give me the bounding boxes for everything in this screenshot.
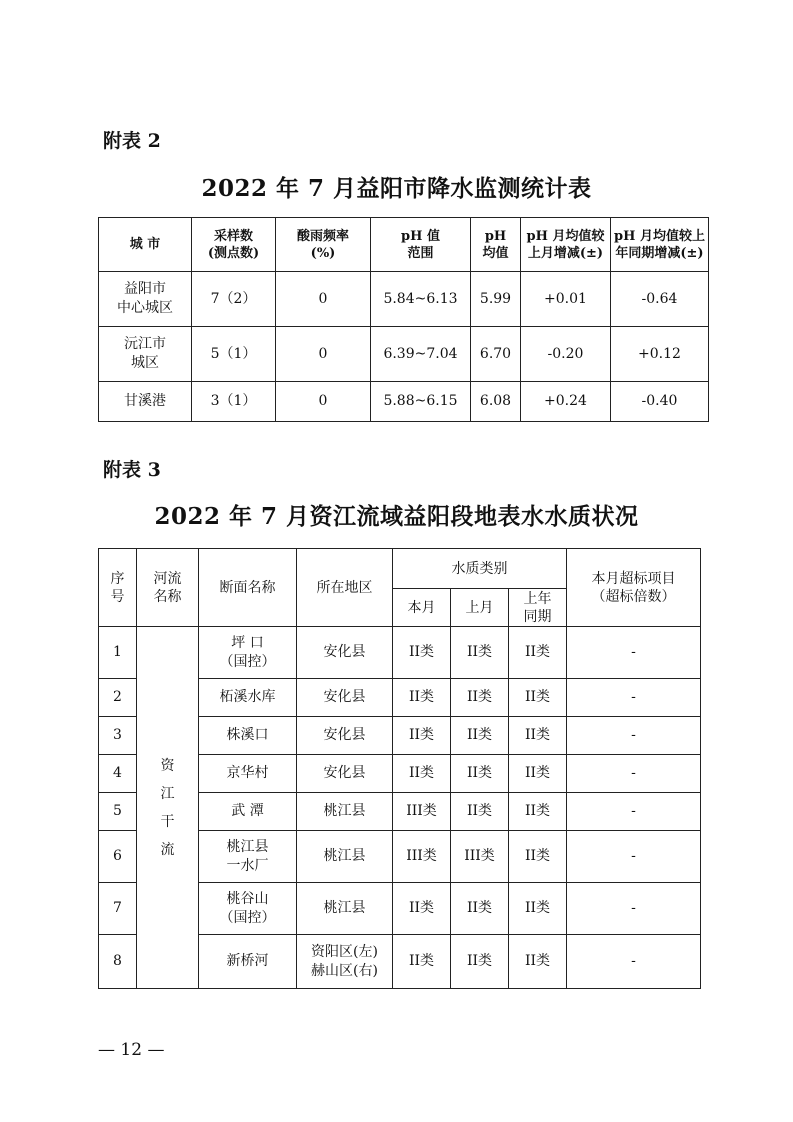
- cell-this-month: II类: [393, 627, 451, 679]
- t2-header-ph-mean: pH 均值: [471, 218, 521, 272]
- table3-title: 2022 年 7 月资江流域益阳段地表水水质状况: [154, 503, 639, 530]
- cell-region: 安化县: [297, 679, 393, 717]
- cell: 0: [276, 272, 371, 327]
- cell: 5（1）: [192, 327, 276, 382]
- cell-river-name: 资 江 干 流: [137, 627, 199, 989]
- t3-header-index: 序 号: [99, 549, 137, 627]
- cell-last-year: II类: [509, 831, 567, 883]
- water-quality-table: [98, 548, 701, 989]
- cell-region: 桃江县: [297, 793, 393, 831]
- t3-header-river: 河流 名称: [137, 549, 199, 627]
- cell: 6.08: [471, 382, 521, 422]
- table-row: [99, 382, 709, 422]
- cell-region: 安化县: [297, 627, 393, 679]
- cell: 3（1）: [192, 382, 276, 422]
- t2-header-ph-range: pH 值 范围: [371, 218, 471, 272]
- cell-exceed: -: [567, 679, 701, 717]
- table2-title: 2022 年 7 月益阳市降水监测统计表: [201, 175, 592, 202]
- table3-header-row: [99, 549, 701, 589]
- cell-exceed: -: [567, 935, 701, 989]
- cell: +0.12: [611, 327, 709, 382]
- t3-header-section: 断面名称: [199, 549, 297, 627]
- cell: +0.01: [521, 272, 611, 327]
- cell-this-month: II类: [393, 935, 451, 989]
- cell: 5.84~6.13: [371, 272, 471, 327]
- cell-region: 桃江县: [297, 831, 393, 883]
- cell-index: 8: [99, 935, 137, 989]
- cell-index: 1: [99, 627, 137, 679]
- cell-region: 桃江县: [297, 883, 393, 935]
- appendix-label-3: 附表 3: [103, 459, 161, 481]
- appendix-label-2: 附表 2: [103, 130, 161, 152]
- page-number: — 12 —: [98, 1040, 165, 1060]
- t3-header-region: 所在地区: [297, 549, 393, 627]
- cell-last-year: II类: [509, 755, 567, 793]
- table2-header-row: [99, 218, 709, 272]
- cell: 0: [276, 382, 371, 422]
- cell-section: 桃谷山 （国控）: [199, 883, 297, 935]
- cell-this-month: II类: [393, 883, 451, 935]
- cell-index: 3: [99, 717, 137, 755]
- cell: 5.88~6.15: [371, 382, 471, 422]
- cell-this-month: III类: [393, 793, 451, 831]
- cell: 益阳市 中心城区: [99, 272, 192, 327]
- t3-header-quality: 水质类别: [393, 549, 567, 589]
- cell-last-month: II类: [451, 883, 509, 935]
- cell: 5.99: [471, 272, 521, 327]
- cell-exceed: -: [567, 717, 701, 755]
- cell-exceed: -: [567, 831, 701, 883]
- cell-section: 京华村: [199, 755, 297, 793]
- cell-last-month: II类: [451, 717, 509, 755]
- cell-section: 桃江县 一水厂: [199, 831, 297, 883]
- t3-header-exceed: 本月超标项目 （超标倍数）: [567, 549, 701, 627]
- cell-section: 柘溪水库: [199, 679, 297, 717]
- cell-exceed: -: [567, 793, 701, 831]
- cell-this-month: III类: [393, 831, 451, 883]
- cell-index: 7: [99, 883, 137, 935]
- cell-last-year: II类: [509, 679, 567, 717]
- cell-exceed: -: [567, 627, 701, 679]
- cell: 沅江市 城区: [99, 327, 192, 382]
- t2-header-mom-change: pH 月均值较 上月增减(±): [521, 218, 611, 272]
- cell: -0.40: [611, 382, 709, 422]
- cell-section: 坪 口 （国控）: [199, 627, 297, 679]
- cell-section: 武 潭: [199, 793, 297, 831]
- cell-last-month: II类: [451, 679, 509, 717]
- cell: 0: [276, 327, 371, 382]
- cell-this-month: II类: [393, 717, 451, 755]
- cell-section: 新桥河: [199, 935, 297, 989]
- t2-header-acid-rain-freq: 酸雨频率 (%): [276, 218, 371, 272]
- cell-last-year: II类: [509, 883, 567, 935]
- t2-header-samples: 采样数 (测点数): [192, 218, 276, 272]
- cell-section: 株溪口: [199, 717, 297, 755]
- t3-header-last-month: 上月: [451, 589, 509, 627]
- cell-last-year: II类: [509, 935, 567, 989]
- cell-last-month: II类: [451, 755, 509, 793]
- t2-header-yoy-change: pH 月均值较上 年同期增减(±): [611, 218, 709, 272]
- cell: 甘溪港: [99, 382, 192, 422]
- cell-region: 安化县: [297, 755, 393, 793]
- table-row: [99, 627, 701, 679]
- cell-last-year: II类: [509, 627, 567, 679]
- cell-last-month: II类: [451, 935, 509, 989]
- cell-last-year: II类: [509, 793, 567, 831]
- t2-header-city: 城 市: [99, 218, 192, 272]
- cell-index: 2: [99, 679, 137, 717]
- cell-region: 安化县: [297, 717, 393, 755]
- t3-header-this-month: 本月: [393, 589, 451, 627]
- cell-exceed: -: [567, 755, 701, 793]
- cell-exceed: -: [567, 883, 701, 935]
- cell-last-month: II类: [451, 627, 509, 679]
- table-row: [99, 327, 709, 382]
- cell: -0.64: [611, 272, 709, 327]
- cell: 6.39~7.04: [371, 327, 471, 382]
- cell: +0.24: [521, 382, 611, 422]
- cell-region: 资阳区(左) 赫山区(右): [297, 935, 393, 989]
- cell: -0.20: [521, 327, 611, 382]
- t3-header-last-year: 上年 同期: [509, 589, 567, 627]
- table-row: [99, 272, 709, 327]
- cell-this-month: II类: [393, 679, 451, 717]
- cell-last-month: II类: [451, 793, 509, 831]
- cell-index: 5: [99, 793, 137, 831]
- cell-index: 4: [99, 755, 137, 793]
- cell: 6.70: [471, 327, 521, 382]
- cell-last-year: II类: [509, 717, 567, 755]
- cell-last-month: III类: [451, 831, 509, 883]
- cell-this-month: II类: [393, 755, 451, 793]
- precipitation-table: [98, 217, 709, 422]
- cell-index: 6: [99, 831, 137, 883]
- cell: 7（2）: [192, 272, 276, 327]
